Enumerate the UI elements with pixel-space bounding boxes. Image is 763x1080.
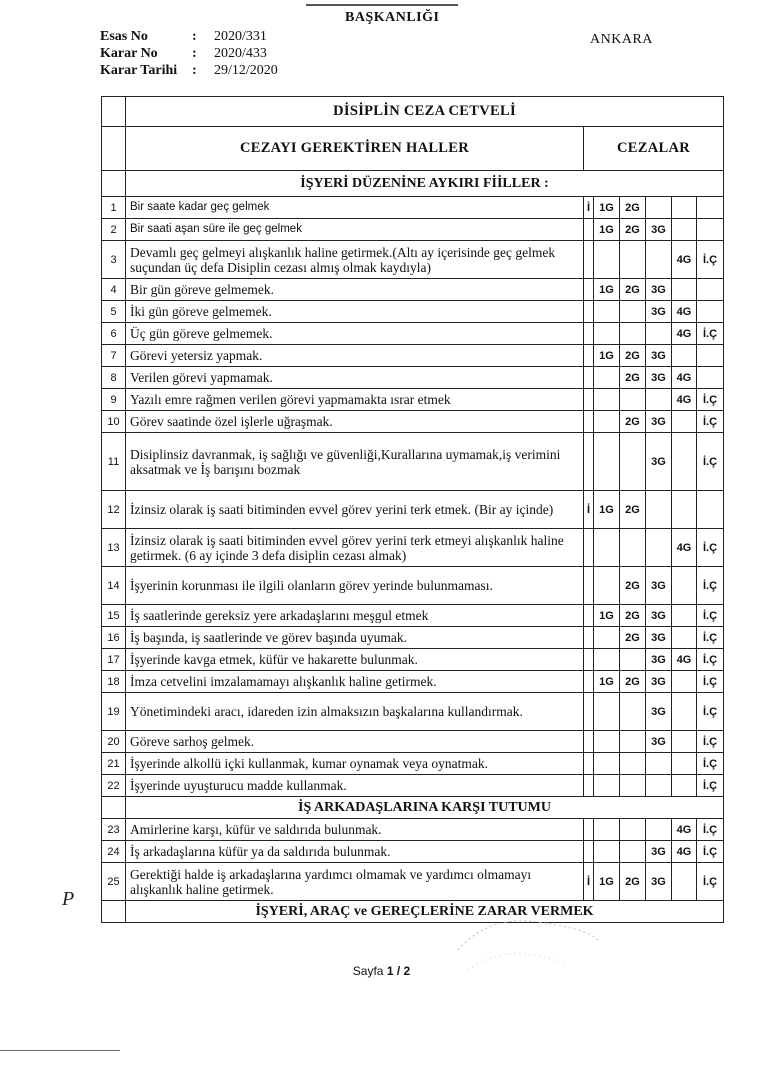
row-number: 4 <box>102 279 126 301</box>
penalty-cell: 3G <box>646 671 672 693</box>
penalty-cell <box>584 219 594 241</box>
penalty-cell: İ <box>584 491 594 529</box>
penalty-row <box>102 411 724 433</box>
offense-description: İş arkadaşlarına küfür ya da saldırıda bulunmak. <box>126 841 584 863</box>
penalty-cell <box>594 529 620 567</box>
penalty-cell: 4G <box>672 367 697 389</box>
meta-label: Karar No <box>100 46 158 61</box>
offense-description: Amirlerine karşı, küfür ve saldırıda bulunmak. <box>126 819 584 841</box>
section-title: İŞYERİ DÜZENİNE AYKIRI FİİLLER : <box>126 171 724 197</box>
penalty-row <box>102 367 724 389</box>
offense-description: Göreve sarhoş gelmek. <box>126 731 584 753</box>
penalty-cell <box>594 411 620 433</box>
penalty-cell <box>594 649 620 671</box>
penalty-cell: 3G <box>646 345 672 367</box>
penalty-row <box>102 301 724 323</box>
offense-description: İş saatlerinde gereksiz yere arkadaşlarını meşgul etmek <box>126 605 584 627</box>
offense-description: Görev saatinde özel işlerle uğraşmak. <box>126 411 584 433</box>
penalty-row <box>102 753 724 775</box>
penalty-cell: 1G <box>594 491 620 529</box>
penalty-cell: 4G <box>672 389 697 411</box>
penalty-cell: 3G <box>646 567 672 605</box>
penalty-row <box>102 241 724 279</box>
penalty-cell: İ.Ç <box>697 323 724 345</box>
meta-value: 2020/433 <box>214 46 267 61</box>
penalty-cell: İ.Ç <box>697 775 724 797</box>
penalty-cell: 2G <box>620 411 646 433</box>
penalty-cell <box>620 693 646 731</box>
penalty-cell: İ.Ç <box>697 567 724 605</box>
penalty-cell <box>620 731 646 753</box>
table-header-row <box>102 127 724 171</box>
offense-description: Bir saate kadar geç gelmek <box>126 197 584 219</box>
penalty-cell <box>584 753 594 775</box>
penalty-cell <box>620 841 646 863</box>
row-number: 13 <box>102 529 126 567</box>
row-number: 7 <box>102 345 126 367</box>
penalty-cell <box>672 433 697 491</box>
penalty-cell <box>672 753 697 775</box>
meta-colon: : <box>192 63 197 78</box>
column-header-cases: CEZAYI GEREKTİREN HALLER <box>126 127 584 171</box>
section-header-row <box>102 901 724 923</box>
penalty-cell <box>672 345 697 367</box>
penalty-row <box>102 279 724 301</box>
penalty-cell <box>620 323 646 345</box>
penalty-cell <box>646 819 672 841</box>
penalty-cell <box>584 841 594 863</box>
penalty-cell: İ.Ç <box>697 627 724 649</box>
offense-description: Disiplinsiz davranmak, iş sağlığı ve güvenliği,Kurallarına uymamak,iş verimini aksatmak ve İş barışını bozmak <box>126 433 584 491</box>
offense-description: Devamlı geç gelmeyi alışkanlık haline getirmek.(Altı ay içerisinde geç gelmek suçundan üç defa Disiplin cezası almış olmak kaydıyla) <box>126 241 584 279</box>
penalty-row <box>102 389 724 411</box>
page-footer <box>0 964 763 978</box>
offense-description: Yönetimindeki aracı, idareden izin almaksızın başkalarına kullandırmak. <box>126 693 584 731</box>
penalty-cell: İ.Ç <box>697 389 724 411</box>
penalty-cell <box>646 529 672 567</box>
penalty-cell <box>594 301 620 323</box>
row-number: 23 <box>102 819 126 841</box>
penalty-cell <box>594 323 620 345</box>
penalty-cell <box>697 345 724 367</box>
table-title-row <box>102 97 724 127</box>
row-number: 3 <box>102 241 126 279</box>
penalty-cell <box>584 671 594 693</box>
penalty-cell <box>584 241 594 279</box>
penalty-cell <box>594 627 620 649</box>
penalty-cell <box>620 241 646 279</box>
penalty-cell <box>584 433 594 491</box>
section-header-row <box>102 171 724 197</box>
penalty-cell <box>584 529 594 567</box>
offense-description: İşyerinde uyuşturucu madde kullanmak. <box>126 775 584 797</box>
penalty-row <box>102 197 724 219</box>
penalty-cell: 2G <box>620 863 646 901</box>
penalty-cell <box>594 367 620 389</box>
case-metadata <box>100 28 278 79</box>
penalty-cell <box>594 775 620 797</box>
penalty-cell <box>646 323 672 345</box>
row-number: 17 <box>102 649 126 671</box>
penalty-cell: İ.Ç <box>697 411 724 433</box>
penalty-cell <box>594 389 620 411</box>
penalty-row <box>102 345 724 367</box>
footer-prefix: Sayfa <box>352 964 387 978</box>
penalty-cell <box>646 775 672 797</box>
penalty-cell: 4G <box>672 819 697 841</box>
penalty-cell: İ.Ç <box>697 529 724 567</box>
penalty-cell: İ.Ç <box>697 731 724 753</box>
meta-colon: : <box>192 46 197 61</box>
penalty-cell <box>594 693 620 731</box>
penalty-cell <box>697 197 724 219</box>
offense-description: Gerektiği halde iş arkadaşlarına yardımcı olmamak ve yardımcı olmamayı alışkanlık haline getirmek. <box>126 863 584 901</box>
meta-row-tarih <box>100 62 278 79</box>
penalty-cell <box>594 241 620 279</box>
penalty-row <box>102 491 724 529</box>
penalty-cell: 3G <box>646 731 672 753</box>
offense-description: Bir saati aşan süre ile geç gelmek <box>126 219 584 241</box>
table-title: DİSİPLİN CEZA CETVELİ <box>126 97 724 127</box>
penalty-cell <box>584 649 594 671</box>
penalty-cell: İ.Ç <box>697 649 724 671</box>
penalty-cell: 2G <box>620 605 646 627</box>
penalty-cell: 1G <box>594 671 620 693</box>
penalty-cell: 3G <box>646 649 672 671</box>
penalty-cell: 2G <box>620 197 646 219</box>
penalty-row <box>102 627 724 649</box>
meta-value: 2020/331 <box>214 29 267 44</box>
row-number: 1 <box>102 197 126 219</box>
penalty-row <box>102 219 724 241</box>
offense-description: Bir gün göreve gelmemek. <box>126 279 584 301</box>
penalty-row <box>102 649 724 671</box>
penalty-row <box>102 775 724 797</box>
penalty-cell <box>620 819 646 841</box>
offense-description: İmza cetvelini imzalamamayı alışkanlık haline getirmek. <box>126 671 584 693</box>
penalty-cell: İ.Ç <box>697 819 724 841</box>
penalty-cell: İ.Ç <box>697 753 724 775</box>
penalty-cell: İ <box>584 197 594 219</box>
penalty-cell: 3G <box>646 841 672 863</box>
penalty-cell <box>620 389 646 411</box>
penalty-cell: 3G <box>646 301 672 323</box>
penalty-cell <box>584 605 594 627</box>
penalty-cell: 2G <box>620 367 646 389</box>
offense-description: Yazılı emre rağmen verilen görevi yapmamakta ısrar etmek <box>126 389 584 411</box>
penalty-cell: 1G <box>594 863 620 901</box>
row-number: 8 <box>102 367 126 389</box>
offense-description: Üç gün göreve gelmemek. <box>126 323 584 345</box>
penalty-cell: 4G <box>672 841 697 863</box>
penalty-cell <box>697 491 724 529</box>
penalty-cell <box>620 775 646 797</box>
penalty-cell: 4G <box>672 323 697 345</box>
penalty-cell <box>584 301 594 323</box>
penalty-row <box>102 433 724 491</box>
penalty-cell <box>672 775 697 797</box>
penalty-cell: 2G <box>620 491 646 529</box>
header-rule <box>306 4 458 6</box>
penalty-cell <box>594 567 620 605</box>
row-number: 9 <box>102 389 126 411</box>
penalty-cell: 3G <box>646 433 672 491</box>
penalty-cell <box>672 731 697 753</box>
row-number: 22 <box>102 775 126 797</box>
row-number: 21 <box>102 753 126 775</box>
penalty-cell <box>672 411 697 433</box>
offense-description: İzinsiz olarak iş saati bitiminden evvel görev yerini terk etmek. (Bir ay içinde) <box>126 491 584 529</box>
penalty-cell <box>672 863 697 901</box>
meta-value: 29/12/2020 <box>214 63 278 78</box>
row-number: 18 <box>102 671 126 693</box>
penalty-cell <box>620 433 646 491</box>
penalty-cell: 3G <box>646 863 672 901</box>
penalty-row <box>102 605 724 627</box>
authority-title: BAŞKANLIĞI <box>345 10 440 25</box>
penalty-cell: 2G <box>620 219 646 241</box>
penalty-cell <box>594 433 620 491</box>
penalty-cell <box>584 627 594 649</box>
penalty-row <box>102 671 724 693</box>
penalty-cell <box>672 219 697 241</box>
penalty-cell: İ.Ç <box>697 671 724 693</box>
handwritten-margin-note: P <box>62 888 75 910</box>
penalty-row <box>102 819 724 841</box>
penalty-cell <box>646 197 672 219</box>
penalty-cell <box>584 411 594 433</box>
row-number: 19 <box>102 693 126 731</box>
column-header-penalties: CEZALAR <box>584 127 724 171</box>
penalty-cell <box>620 301 646 323</box>
penalty-cell: 2G <box>620 671 646 693</box>
penalty-cell: 4G <box>672 241 697 279</box>
penalty-cell: 3G <box>646 411 672 433</box>
meta-row-karar <box>100 45 278 62</box>
penalty-cell: 4G <box>672 649 697 671</box>
row-number: 24 <box>102 841 126 863</box>
penalty-cell <box>584 389 594 411</box>
penalty-cell <box>646 389 672 411</box>
row-number: 11 <box>102 433 126 491</box>
penalty-cell: 1G <box>594 345 620 367</box>
penalty-cell: İ.Ç <box>697 433 724 491</box>
penalty-cell <box>697 301 724 323</box>
penalty-cell <box>672 197 697 219</box>
row-number: 2 <box>102 219 126 241</box>
penalty-row <box>102 693 724 731</box>
penalty-cell: İ.Ç <box>697 863 724 901</box>
penalty-cell <box>584 819 594 841</box>
offense-description: İşyerinde kavga etmek, küfür ve hakarette bulunmak. <box>126 649 584 671</box>
section-title: İŞYERİ, ARAÇ ve GEREÇLERİNE ZARAR VERMEK <box>126 901 724 923</box>
penalty-cell <box>646 753 672 775</box>
penalty-cell <box>584 367 594 389</box>
row-number: 10 <box>102 411 126 433</box>
penalty-cell <box>584 345 594 367</box>
penalty-cell <box>584 775 594 797</box>
penalty-cell <box>672 693 697 731</box>
penalty-table <box>101 96 724 923</box>
penalty-cell: 3G <box>646 627 672 649</box>
penalty-cell <box>672 567 697 605</box>
penalty-cell: 2G <box>620 345 646 367</box>
row-number: 14 <box>102 567 126 605</box>
penalty-cell: 3G <box>646 279 672 301</box>
penalty-cell <box>594 841 620 863</box>
section-title: İŞ ARKADAŞLARINA KARŞI TUTUMU <box>126 797 724 819</box>
penalty-row <box>102 323 724 345</box>
penalty-cell <box>584 323 594 345</box>
penalty-cell <box>697 219 724 241</box>
row-number: 6 <box>102 323 126 345</box>
offense-description: İş başında, iş saatlerinde ve görev başında uyumak. <box>126 627 584 649</box>
city-name: ANKARA <box>590 32 653 47</box>
row-number: 5 <box>102 301 126 323</box>
penalty-cell: 4G <box>672 529 697 567</box>
penalty-cell: 2G <box>620 279 646 301</box>
penalty-cell: İ.Ç <box>697 841 724 863</box>
penalty-cell <box>620 753 646 775</box>
page-number: 1 / 2 <box>386 964 411 978</box>
bottom-rule <box>0 1050 120 1051</box>
penalty-cell: 1G <box>594 219 620 241</box>
penalty-cell <box>672 491 697 529</box>
row-number: 20 <box>102 731 126 753</box>
penalty-cell: 4G <box>672 301 697 323</box>
penalty-cell <box>646 241 672 279</box>
row-number: 25 <box>102 863 126 901</box>
penalty-cell <box>594 753 620 775</box>
penalty-cell: 3G <box>646 605 672 627</box>
offense-description: Verilen görevi yapmamak. <box>126 367 584 389</box>
offense-description: Görevi yetersiz yapmak. <box>126 345 584 367</box>
penalty-cell <box>646 491 672 529</box>
offense-description: İzinsiz olarak iş saati bitiminden evvel görev yerini terk etmeyi alışkanlık haline getirmek. (6 ay içinde 3 defa disiplin cezası almak) <box>126 529 584 567</box>
penalty-row <box>102 731 724 753</box>
penalty-cell: İ.Ç <box>697 693 724 731</box>
penalty-cell <box>584 567 594 605</box>
penalty-cell: 1G <box>594 197 620 219</box>
penalty-cell: İ.Ç <box>697 605 724 627</box>
penalty-cell <box>584 731 594 753</box>
penalty-row <box>102 529 724 567</box>
penalty-cell <box>697 279 724 301</box>
penalty-cell <box>584 279 594 301</box>
penalty-cell: 2G <box>620 567 646 605</box>
row-number: 12 <box>102 491 126 529</box>
penalty-cell <box>620 649 646 671</box>
section-header-row <box>102 797 724 819</box>
row-number: 15 <box>102 605 126 627</box>
meta-label: Esas No <box>100 29 148 44</box>
meta-label: Karar Tarihi <box>100 63 178 78</box>
penalty-cell: 3G <box>646 693 672 731</box>
offense-description: İki gün göreve gelmemek. <box>126 301 584 323</box>
penalty-cell <box>672 605 697 627</box>
penalty-cell: 2G <box>620 627 646 649</box>
penalty-cell <box>620 529 646 567</box>
penalty-row <box>102 841 724 863</box>
penalty-cell <box>594 819 620 841</box>
offense-description: İşyerinde alkollü içki kullanmak, kumar oynamak veya oynatmak. <box>126 753 584 775</box>
penalty-cell <box>697 367 724 389</box>
meta-row-esas <box>100 28 278 45</box>
penalty-cell <box>584 693 594 731</box>
penalty-row <box>102 567 724 605</box>
penalty-cell: 3G <box>646 219 672 241</box>
penalty-cell: 1G <box>594 279 620 301</box>
penalty-cell: 3G <box>646 367 672 389</box>
penalty-cell: İ.Ç <box>697 241 724 279</box>
meta-colon: : <box>192 29 197 44</box>
penalty-cell: İ <box>584 863 594 901</box>
penalty-cell: 1G <box>594 605 620 627</box>
row-number: 16 <box>102 627 126 649</box>
penalty-row <box>102 863 724 901</box>
offense-description: İşyerinin korunması ile ilgili olanların görev yerinde bulunmaması. <box>126 567 584 605</box>
penalty-cell <box>672 627 697 649</box>
penalty-cell <box>672 279 697 301</box>
penalty-cell <box>594 731 620 753</box>
penalty-cell <box>672 671 697 693</box>
